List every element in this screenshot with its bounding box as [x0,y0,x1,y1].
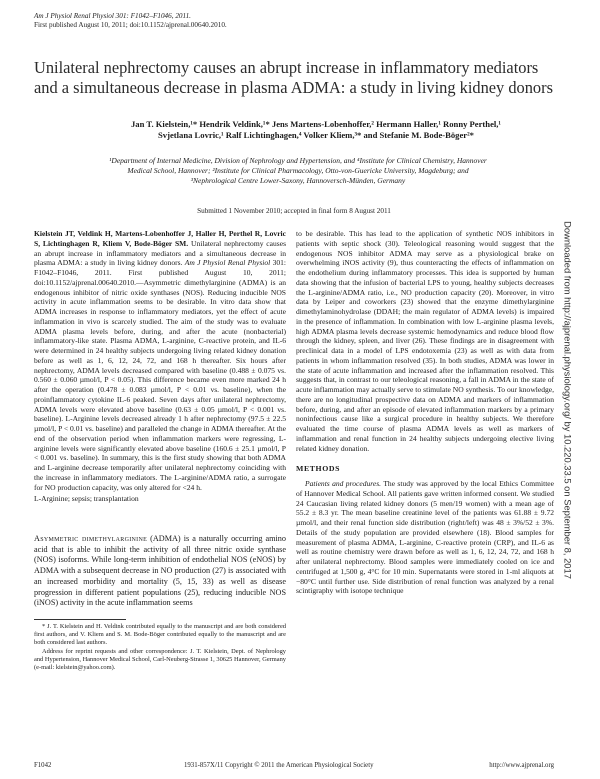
first-published-line: First published August 10, 2011; doi:10.1152/ajprenal.00640.2010. [34,21,227,29]
download-notice[interactable] [558,180,578,620]
affiliations [42,156,554,185]
journal-url-link[interactable]: http://www.ajprenal.org [489,762,554,769]
footnote-divider [34,619,126,620]
article-title: Unilateral nephrectomy causes an abrupt increase in inflammatory mediators and a simultaneous decrease in plasma ADMA: a study in living kidney donors [34,58,553,97]
footnote-correspondence: Address for reprint requests and other correspondence: J. T. Kielstein, Dept. of Nephrology and Hypertension, Hannover Medical School, Carl-Neuberg-Strasse 1, 30625 Hannover, Germany (e-mail: kielstein@yahoo.com). [34,647,286,671]
abstract-journal: Am J Physiol Renal Physiol [184,258,271,268]
intro-continuation: to be desirable. This has lead to the application of synthetic NOS inhibitors in patients with septic shock (30). Teleological reasoning would suggest that the endogenous NOS inhibitor ADMA may serve as a physiological brake on overwhelming iNOS activity (9), thus counteracting the effects of inflammation on the endothelium during inflammatory processes. This idea is supported by human data showing that the infusion of bacterial LPS to young, healthy subjects decreases the L-arginine/ADMA ratio, i.e., NO production capacity (20). Moreover, in vitro data by Leiper and coworkers (23) showed that the enzyme dimethylarginine dimethylaminohydrolase (DDAH; the main regulator of ADMA levels) is impaired in the presence of inflammation. In combination with low L-arginine plasma levels, high ADMA plasma levels decrease systemic hemodynamics and reduce blood flow through the kidney, spleen, and liver (26). These findings are in disagreement with preclinical data in a model of LPS endotoxemia (23) as well as with data from patients in whom inflammation resolved (35). In both studies, ADMA was lower in the state of acute inflammation and increased after the inflammation resolved. This suggests that, in contrast to our teleological reasoning, a fall in ADMA in the state of acute inflammation may actually serve to stimulate NO synthesis. To our knowledge, there are no longitudinal prospective data on ADMA and markers of inflammation before, during, and after an episode of elevated inflammation markers by a primary noninfectious cause like a surgical procedure in healthy subjects. We therefore evaluated the time course of plasma ADMA levels as well as markers of inflammation and renal function in 24 healthy subjects undergoing elective living related kidney donation. [296,229,554,453]
page-number: F1042 [34,762,52,769]
footnote-equal-contribution: * J. T. Kielstein and H. Veldink contributed equally to the manuscript and are both considered first authors, and V. Kliem and S. M. Bode-Böger contributed equally to the manuscript and are both considered last authors. [34,622,286,647]
methods-label: Patients and procedures. [305,479,382,488]
intro-smallcaps-lead: Asymmetric dimethylarginine [34,534,148,543]
abstract [34,229,286,492]
methods-text: The study was approved by the local Ethics Committee of Hannover Medical School. All patients gave written informed consent. We studied 24 Caucasian living related kidney donors (5 men/19 women) with a mean age of 55.2 ± 8.3 yr. The mean baseline creatinine level of the patients was 61.88 ± 9.72 µmol/l, and their renal function side distribution (right/left) was 48 ± 3%/52 ± 3%. Details of the study population are provided elsewhere (18). Blood samples for measurement of plasma ADMA, L-arginine, C-reactive protein (CRP), and IL-6 as well as routine chemistry were drawn before as well as 1, 6, 12, 24, 72, and 168 h after unilateral nephrectomy. Blood samples were immediately cooled on ice and centrifuged at 1,500 g, 4°C for 10 min. Supernatants were stored in 1-ml aliquots at −80°C until further use. Side distribution of renal function was analyzed by a renal scintigraphy with isotope technique [296,479,554,596]
abstract-ref-tail: 301: F1042–F1046, 2011. First published August 10, 2011; doi:10.1152/ajprenal.00640.2010.— [34,258,287,287]
left-column [34,229,286,672]
journal-header [34,12,554,30]
author-line: Jan T. Kielstein,¹* Hendrik Veldink,¹* Jens Martens-Lobenhoffer,² Hermann Haller,¹ Ronny Perthel,¹ [130,119,501,129]
keywords: L-Arginine; sepsis; transplantation [34,494,139,504]
intro-paragraph [34,534,286,609]
copyright-line: 1931-857X/11 Copyright © 2011 the American Physiological Society [184,762,374,769]
submission-dates: Submitted 1 November 2010; accepted in final form 8 August 2011 [197,207,391,215]
footnotes [34,623,286,672]
author-line: Svjetlana Lovric,¹ Ralf Lichtinghagen,⁴ Volker Kliem,³* and Stefanie M. Bode-Böger²* [158,129,474,140]
abstract-authors: Kielstein JT, Veldink H, Martens-Lobenhoffer J, Haller H, Perthel R, Lovric S, Lichtinghagen R, Kliem V, Bode-Böger SM. [34,229,286,248]
journal-citation: Am J Physiol Renal Physiol 301: F1042–F1046, 2011. [34,12,191,20]
methods-heading: METHODS [296,464,341,474]
affiliation-line: ¹Department of Internal Medicine, Division of Nephrology and Hypertension, and ⁴Institute for Clinical Chemistry, Hannover [109,156,487,165]
intro-text: (ADMA) is a naturally occurring amino acid that is able to inhibit the activity of all three nitric oxide synthase (NOS) isoforms. While long-term inhibition of endothelial NOS (eNOS) by ADMA with a subsequent decrease in NO production (27) is associated with an increased morbidity and mortality (5, 15, 33) as well as disease progression in different patient populations (25), reducing inducible NOS (iNOS) activity in the acute inflammation seems [34,534,286,608]
affiliation-line: Medical School, Hannover; ²Institute for Clinical Pharmacology, Otto-von-Guericke University, Magdeburg; and [127,165,469,175]
author-list [78,119,554,141]
methods-paragraph [296,479,554,596]
abstract-article-title: Unilateral nephrectomy causes an abrupt increase in inflammatory mediators and a simultaneous decrease in plasma ADMA: a study in living kidney donors. [34,238,287,268]
download-notice-text[interactable]: Downloaded from http://ajprenal.physiology.org/ by 10.220.33.5 on September 8, 2017 [562,221,574,579]
abstract-body: Asymmetric dimethylarginine (ADMA) is an endogenous inhibitor of nitric oxide synthases (NOS). Reducing inducible NOS activity in acute inflammation seems to be desirable. In vitro data show that ADMA increases in response to inflammatory mediators, yet the effect of acute inflammation in vivo is scarcely studied. The aim of the study was to evaluate ADMA plasma levels before, during, and after the acute (nonbacterial) inflammatory-like state. Plasma ADMA, L-arginine, C-reactive protein, and IL-6 were determined in 24 healthy subjects undergoing living related kidney donation before as well as 1, 6, 12, 24, 72, and 168 h thereafter. Six hours after nephrectomy, ADMA levels decreased compared with baseline (0.488 ± 0.075 vs. 0.560 ± 0.060 µmol/l, P < 0.05). This difference became even more marked 24 h after the operation (0.478 ± 0.083 µmol/l, P < 0.01 vs. baseline), when the proinflammatory cytokine IL-6 peaked. Seven days after unilateral nephrectomy, ADMA levels were elevated above baseline (0.63 ± 0.05 µmol/l, P < 0.001 vs. baseline). L-Arginine levels decreased already 1 h after nephrectomy (97.5 ± 22.5 µmol/l, P < 0.01 vs. baseline) and paralleled the change in ADMA thereafter. At the end of the observation period when inflammation markers were regressing, L-arginine levels were significantly elevated above baseline (160.6 ± 25.1 µmol/l, P < 0.001 vs. baseline). In summary, this is the first study showing that both ADMA and L-arginine decrease temporarily after unilateral nephrectomy coinciding with the increase in inflammatory mediators. The L-arginine/ADMA ratio, a surrogate for NO production capacity, was only altered for <24 h. [34,277,286,492]
right-column [296,229,554,596]
affiliation-line: ³Nephrological Centre Lower-Saxony, Hannoversch-Münden, Germany [190,175,406,185]
